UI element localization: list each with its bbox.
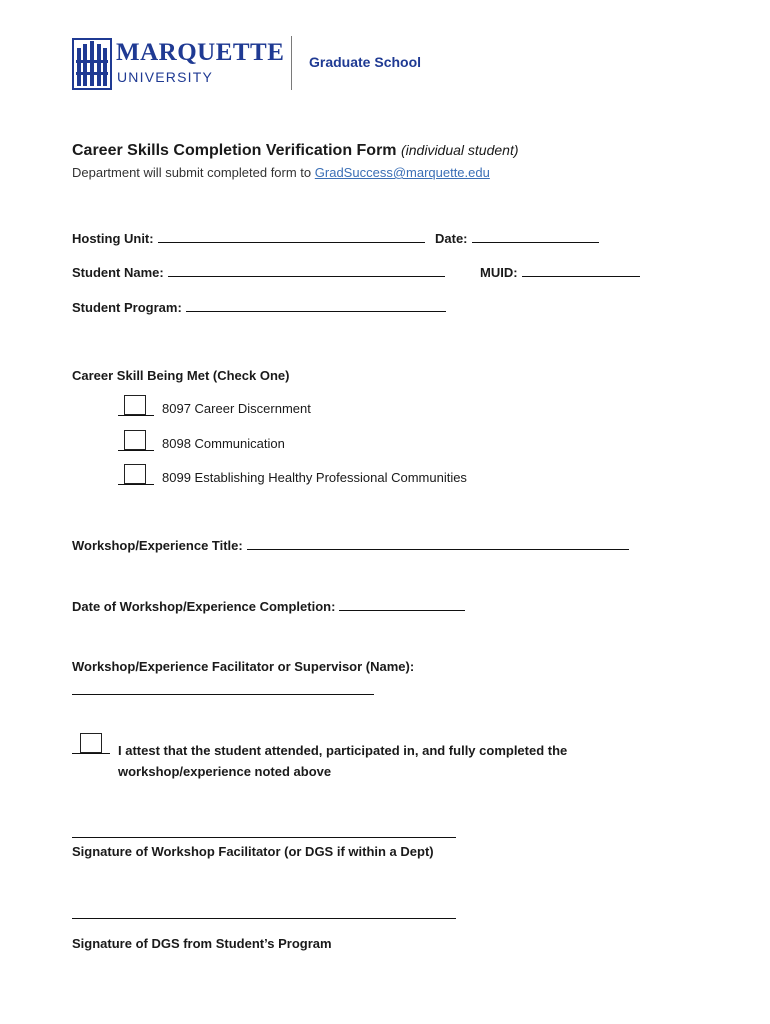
form-title-note: (individual student) xyxy=(400,142,519,158)
skills-heading: Career Skill Being Met (Check One) xyxy=(72,368,290,383)
date-field xyxy=(435,230,599,246)
email-link[interactable]: GradSuccess@marquette.edu xyxy=(314,165,490,180)
student-program-field xyxy=(72,299,446,315)
muid-input[interactable] xyxy=(522,264,640,277)
dgs-signature-line[interactable] xyxy=(72,918,456,919)
form-title-text: Career Skills Completion Verification Form xyxy=(72,142,397,159)
header-divider xyxy=(291,36,292,90)
attestation-text xyxy=(118,740,638,782)
workshop-title-input[interactable] xyxy=(247,537,629,550)
muid-label: MUID: xyxy=(480,265,518,280)
subtitle-text: Department will submit completed form to xyxy=(72,165,312,180)
completion-date-input[interactable] xyxy=(339,598,465,611)
school-name: Graduate School xyxy=(309,54,422,70)
facilitator-signature-label: Signature of Workshop Facilitator (or DGS if within a Dept) xyxy=(72,844,434,859)
student-name-field xyxy=(72,264,445,280)
skill-underline xyxy=(118,484,154,485)
date-label: Date: xyxy=(435,231,468,246)
hosting-unit-label: Hosting Unit: xyxy=(72,231,154,246)
completion-date-field xyxy=(72,598,465,614)
workshop-title-label: Workshop/Experience Title: xyxy=(72,538,243,553)
skill-checkbox-8097[interactable] xyxy=(124,395,146,415)
muid-field xyxy=(480,264,640,280)
date-input[interactable] xyxy=(472,230,599,243)
skill-checkbox-8098[interactable] xyxy=(124,430,146,450)
attest-checkbox[interactable] xyxy=(80,733,102,753)
facilitator-signature-line[interactable] xyxy=(72,837,456,838)
skill-underline xyxy=(118,415,154,416)
student-program-label: Student Program: xyxy=(72,300,182,315)
attestation-line1: I attest that the student attended, participated in, and fully completed the xyxy=(118,743,568,758)
university-emblem-icon xyxy=(72,38,112,90)
student-name-label: Student Name: xyxy=(72,265,164,280)
skill-option-label: 8097 Career Discernment xyxy=(162,401,311,416)
completion-date-label: Date of Workshop/Experience Completion: xyxy=(72,599,336,614)
student-program-input[interactable] xyxy=(186,299,446,312)
form-title xyxy=(72,142,519,160)
skill-underline xyxy=(118,450,154,451)
hosting-unit-input[interactable] xyxy=(158,230,425,243)
skill-option-label: 8098 Communication xyxy=(162,436,285,451)
logo-university: UNIVERSITY xyxy=(117,69,214,85)
skill-option-label: 8099 Establishing Healthy Professional Communities xyxy=(162,470,467,485)
attest-underline xyxy=(72,753,110,754)
workshop-title-field xyxy=(72,537,629,553)
dgs-signature-label: Signature of DGS from Student’s Program xyxy=(72,936,332,951)
skill-checkbox-8099[interactable] xyxy=(124,464,146,484)
facilitator-label: Workshop/Experience Facilitator or Supervisor (Name): xyxy=(72,659,415,674)
hosting-unit-field xyxy=(72,230,425,246)
facilitator-name-input[interactable] xyxy=(72,694,374,695)
student-name-input[interactable] xyxy=(168,264,445,277)
form-subtitle xyxy=(72,165,490,180)
logo-wordmark: MARQUETTE xyxy=(116,39,285,66)
attestation-line2: workshop/experience noted above xyxy=(118,764,332,779)
